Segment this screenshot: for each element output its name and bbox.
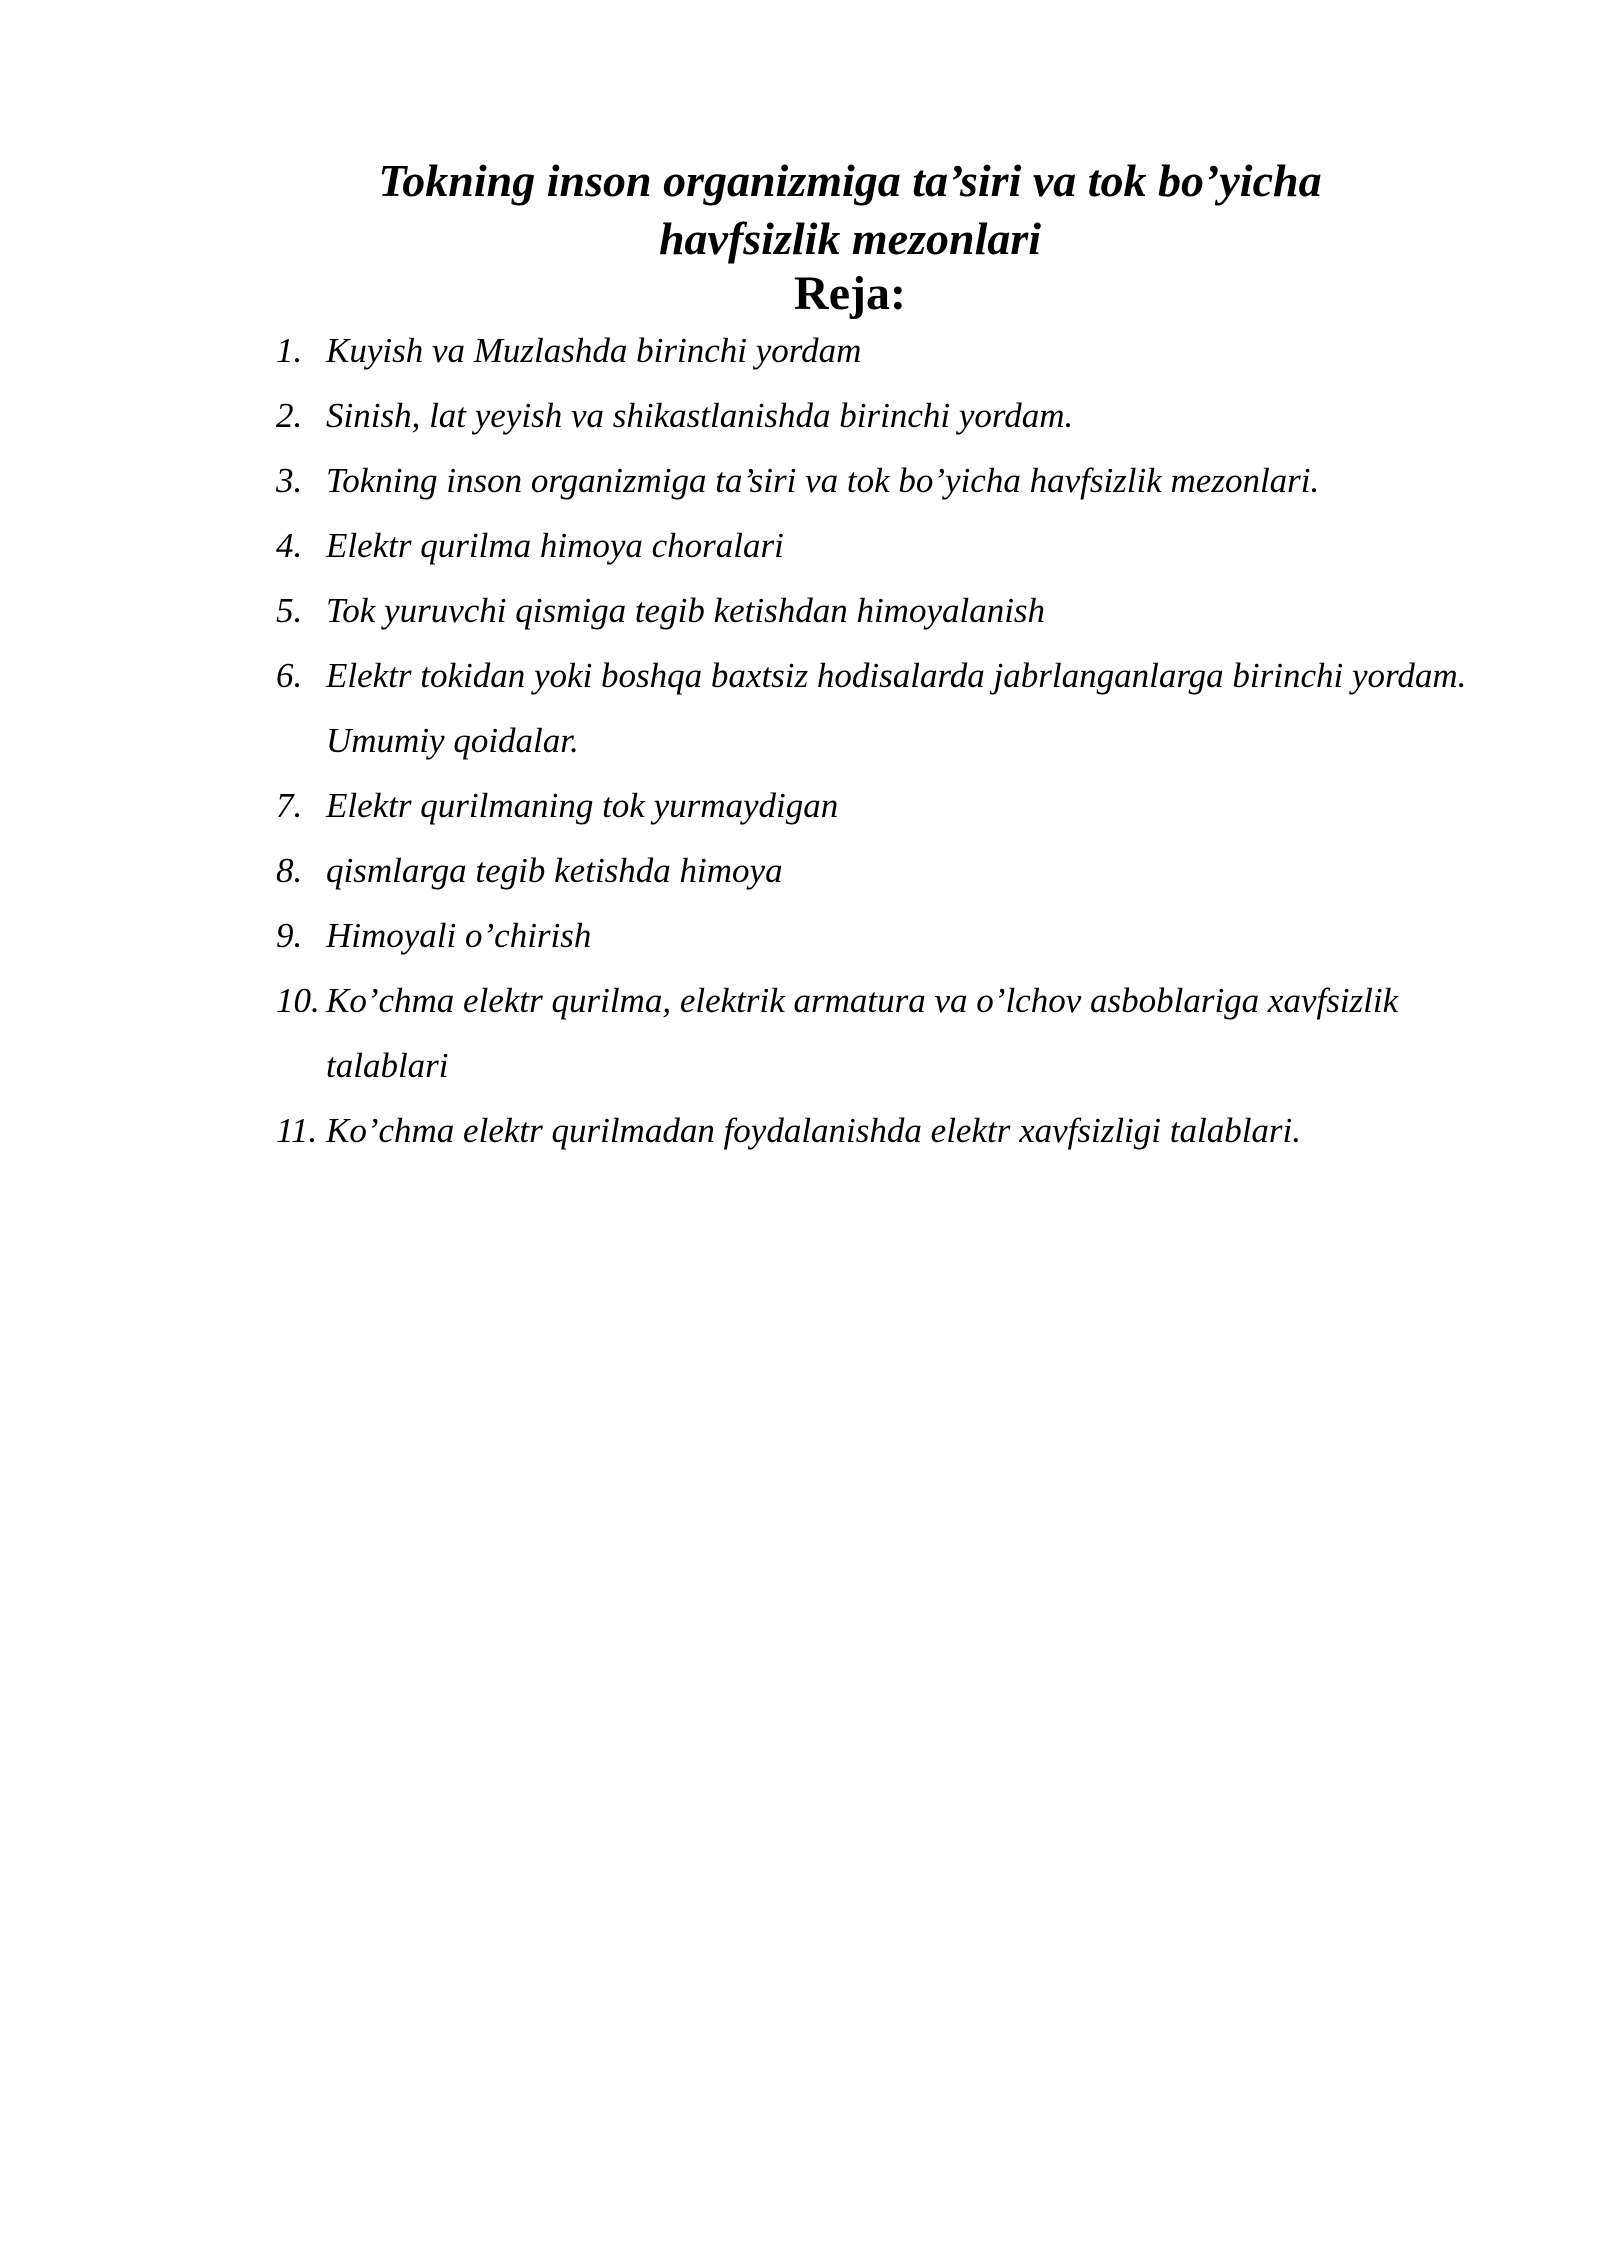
plan-item-number: 4. <box>276 526 303 565</box>
title-line-1: Tokning inson organizmiga ta’siri va tok bo’yicha <box>378 155 1322 206</box>
plan-item-number: 10. <box>276 981 320 1020</box>
plan-item-6 <box>276 643 1506 773</box>
plan-item-8 <box>276 838 1506 903</box>
plan-item-number: 5. <box>276 591 303 630</box>
plan-item-text: Tokning inson organizmiga ta’siri va tok bo’yicha havfsizlik mezonlari. <box>326 461 1320 500</box>
plan-item-number: 7. <box>276 786 303 825</box>
plan-item-number: 8. <box>276 851 303 890</box>
plan-item-text: Kuyish va Muzlashda birinchi yordam <box>326 331 862 370</box>
plan-item-3 <box>276 448 1506 513</box>
plan-list <box>276 318 1506 1163</box>
plan-item-text: qismlarga tegib ketishda himoya <box>326 851 783 890</box>
plan-item-text: Ko’chma elektr qurilmadan foydalanishda elektr xavfsizligi talablari. <box>326 1111 1302 1150</box>
plan-item-number: 9. <box>276 916 303 955</box>
plan-item-number: 2. <box>276 396 303 435</box>
plan-item-number: 11. <box>276 1111 318 1150</box>
plan-item-10 <box>276 968 1506 1098</box>
plan-item-number: 6. <box>276 656 303 695</box>
plan-item-text: Ko’chma elektr qurilma, elektrik armatura va o’lchov asboblariga xavfsizlik talablari <box>326 981 1399 1085</box>
plan-item-5 <box>276 578 1506 643</box>
plan-item-text: Sinish, lat yeyish va shikastlanishda birinchi yordam. <box>326 396 1074 435</box>
plan-item-text: Elektr qurilma himoya choralari <box>326 526 784 565</box>
plan-item-4 <box>276 513 1506 578</box>
plan-item-11 <box>276 1098 1506 1163</box>
plan-item-text: Tok yuruvchi qismiga tegib ketishdan himoyalanish <box>326 591 1046 630</box>
plan-item-text: Elektr qurilmaning tok yurmaydigan <box>326 786 839 825</box>
document-title <box>260 152 1440 268</box>
plan-item-9 <box>276 903 1506 968</box>
plan-item-number: 1. <box>276 331 303 370</box>
plan-heading: Reja: <box>794 267 906 320</box>
plan-item-7 <box>276 773 1506 838</box>
plan-item-text: Elektr tokidan yoki boshqa baxtsiz hodisalarda jabrlanganlarga birinchi yordam. Umumiy qoidalar. <box>326 656 1467 760</box>
plan-item-1 <box>276 318 1506 383</box>
plan-item-number: 3. <box>276 461 303 500</box>
plan-item-2 <box>276 383 1506 448</box>
title-line-2: havfsizlik mezonlari <box>658 213 1042 264</box>
plan-item-text: Himoyali o’chirish <box>326 916 592 955</box>
